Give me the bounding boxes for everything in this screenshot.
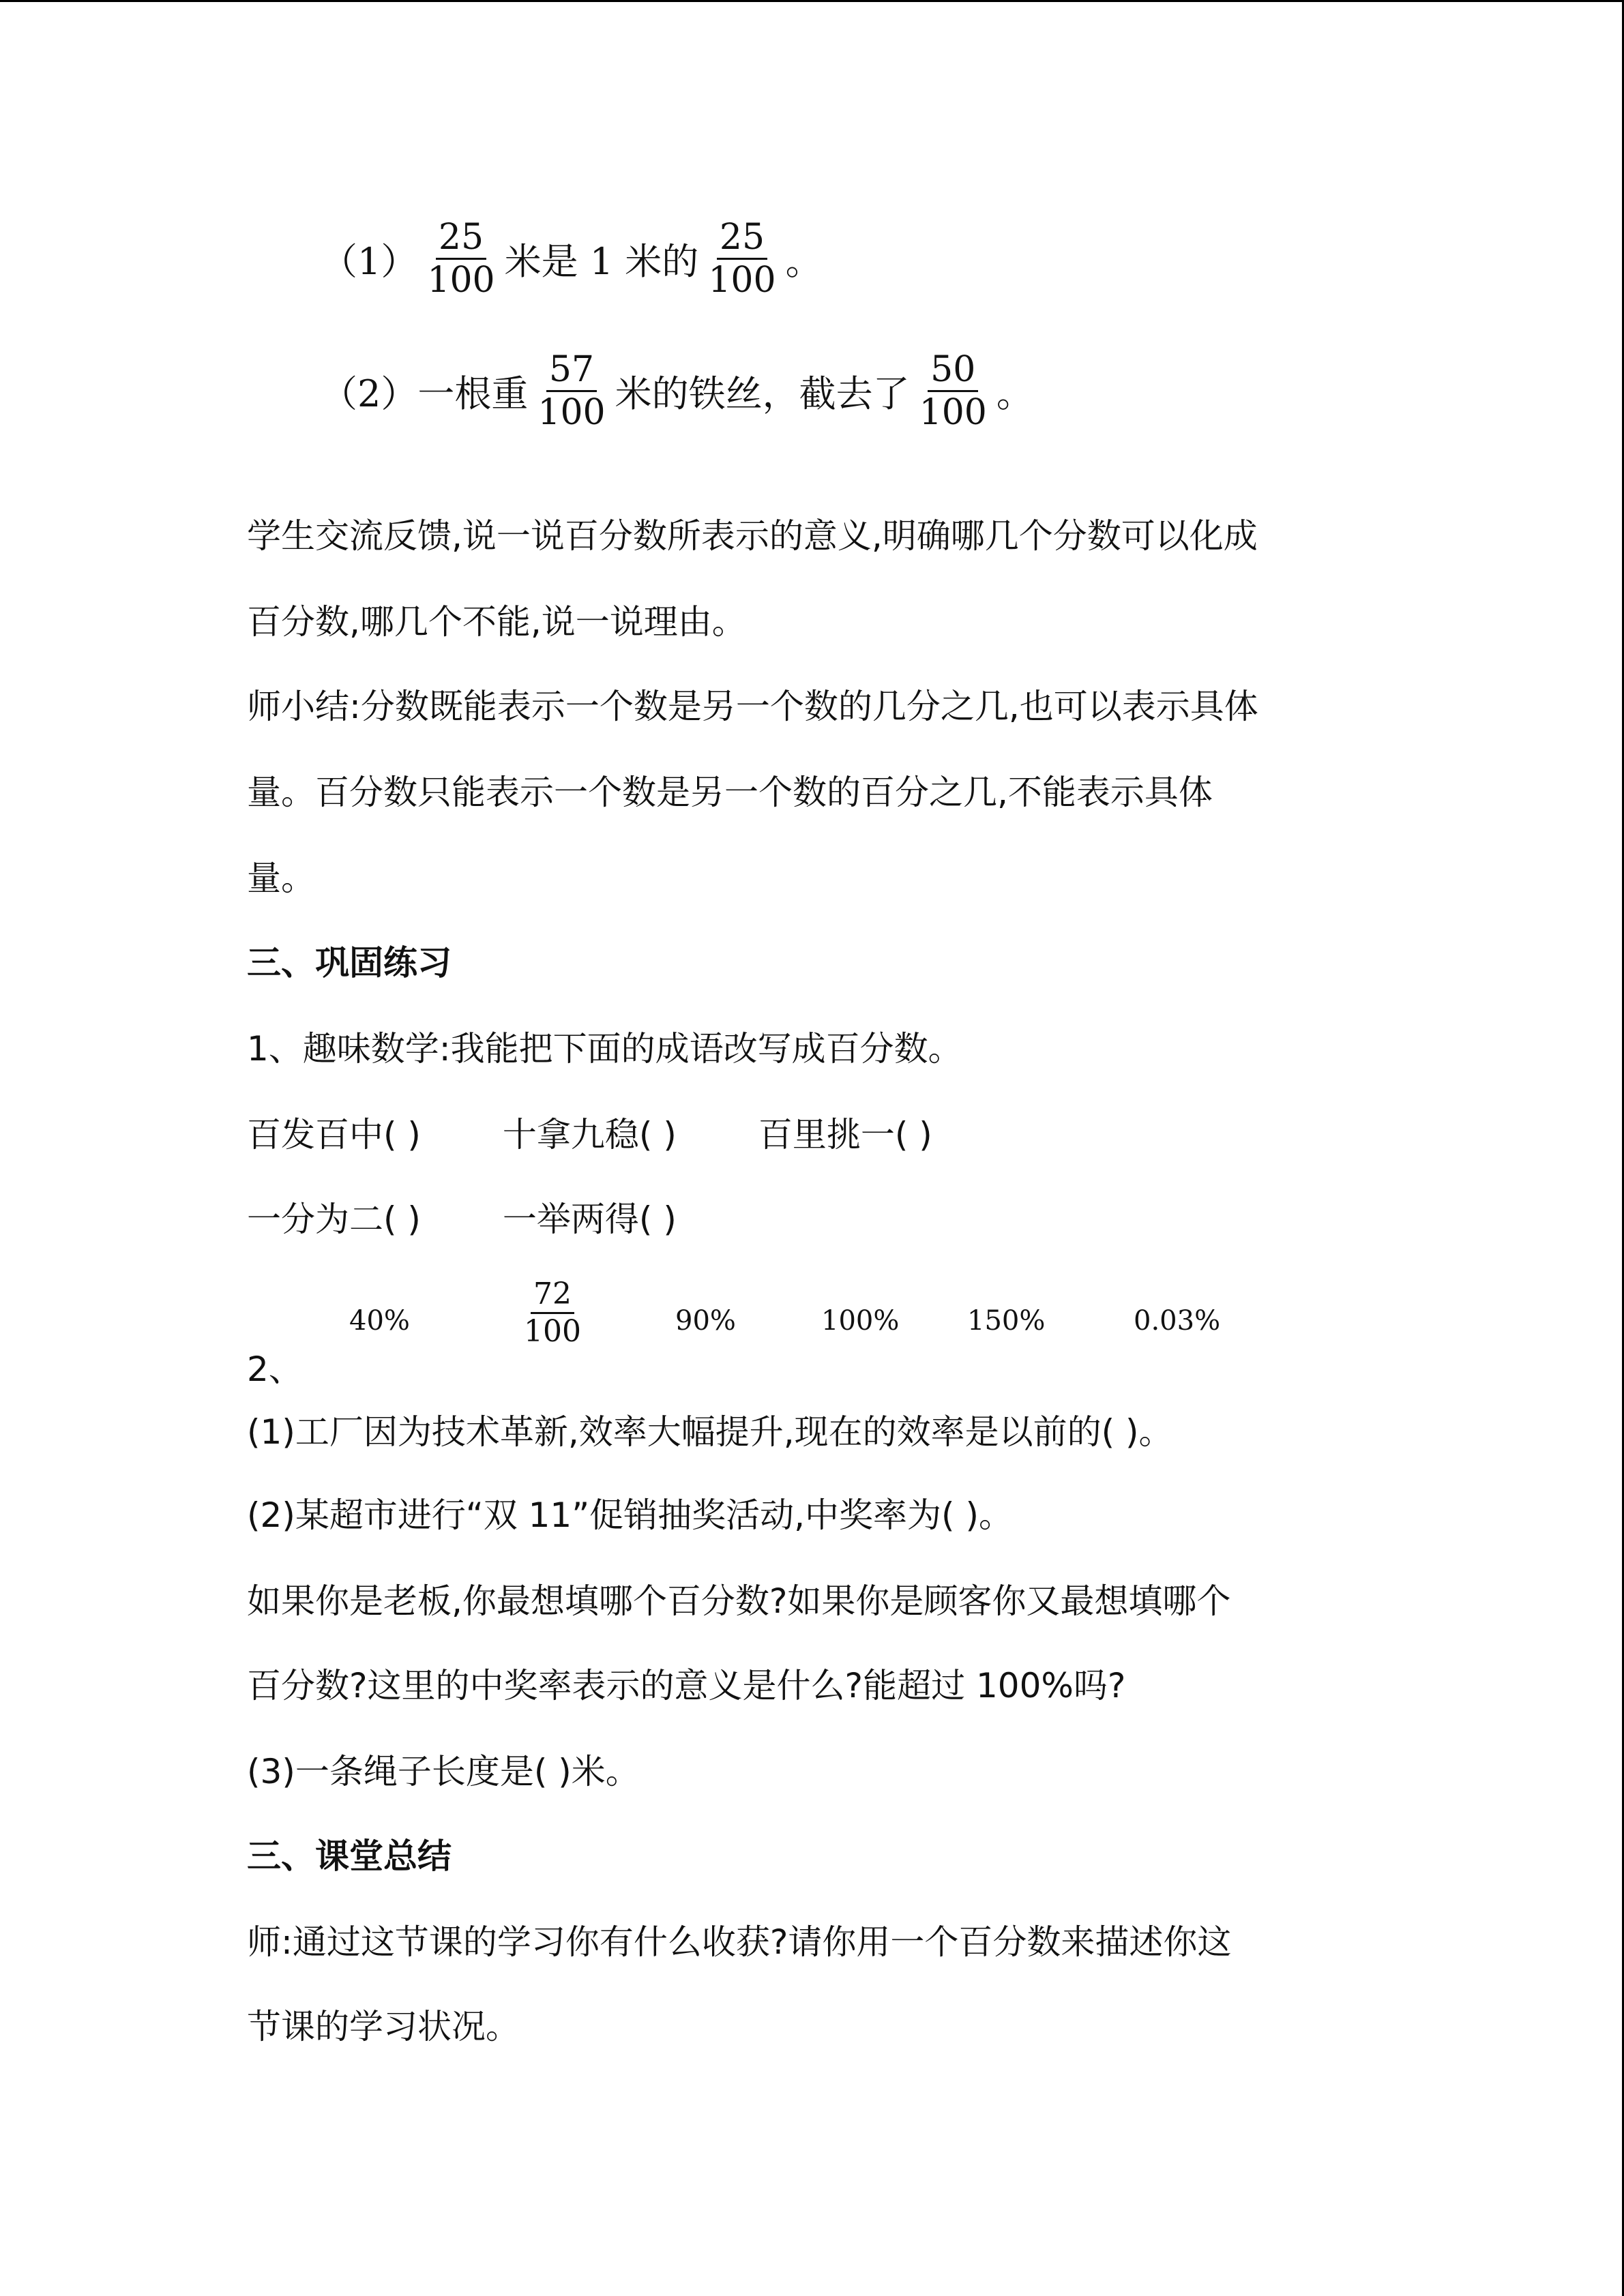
paragraph-line: 学生交流反馈,说一说百分数所表示的意义,明确哪几个分数可以化成 <box>247 516 1258 556</box>
fraction-denominator: 100 <box>537 392 606 433</box>
question-2-note: 百分数?这里的中奖率表示的意义是什么?能超过 100%吗? <box>247 1666 1126 1705</box>
paragraph-line: 量。 <box>247 859 315 898</box>
option-item: 0.03% <box>1134 1305 1221 1337</box>
page-top-border <box>0 0 1624 2</box>
idiom-item: 一分为二( ) <box>247 1199 421 1239</box>
fraction-numerator: 72 <box>531 1277 574 1314</box>
question-2-note: 如果你是老板,你最想填哪个百分数?如果你是顾客你又最想填哪个 <box>247 1581 1231 1621</box>
fraction-line-2 <box>321 349 1033 433</box>
line2-suffix: 。 <box>996 372 1033 415</box>
idiom-item: 一举两得( ) <box>502 1199 677 1239</box>
idiom-item: 百里挑一( ) <box>758 1115 932 1154</box>
fraction-denominator: 100 <box>427 260 495 301</box>
line2-middle: 米的铁丝，截去了 <box>615 372 910 415</box>
question-2-label: 2、 <box>247 1350 303 1389</box>
option-item: 100% <box>821 1305 900 1337</box>
paragraph-line: 师小结:分数既能表示一个数是另一个数的几分之几,也可以表示具体 <box>247 687 1258 726</box>
line2-prefix: （2）一根重 <box>321 372 529 415</box>
fraction-numerator: 25 <box>436 217 486 260</box>
option-item: 150% <box>967 1305 1046 1337</box>
option-item: 40% <box>349 1305 410 1337</box>
fraction-numerator: 50 <box>928 349 978 392</box>
fraction-50-100 <box>917 349 990 433</box>
fraction-denominator: 100 <box>708 260 776 301</box>
idioms-row-1 <box>247 1113 932 1157</box>
percent-options <box>247 1277 1270 1372</box>
fraction-25-100-b <box>705 217 778 301</box>
fraction-25-100-a <box>424 217 497 301</box>
question-2-2: (2)某超市进行“双 11”促销抽奖活动,中奖率为( )。 <box>247 1495 1013 1535</box>
fraction-numerator: 57 <box>546 349 597 392</box>
line1-suffix: 。 <box>785 240 823 283</box>
idiom-item: 十拿九稳( ) <box>502 1115 677 1154</box>
question-2-3: (3)一条绳子长度是( )米。 <box>247 1752 640 1791</box>
option-fraction <box>521 1277 584 1350</box>
line1-middle: 米是 1 米的 <box>504 240 699 283</box>
option-item: 90% <box>675 1305 736 1337</box>
paragraph-line: 百分数,哪几个不能,说一说理由。 <box>247 602 746 642</box>
section-heading-practice: 三、巩固练习 <box>247 943 452 983</box>
summary-line: 节课的学习状况。 <box>247 2007 520 2046</box>
fraction-57-100 <box>535 349 608 433</box>
fraction-denominator: 100 <box>919 392 987 433</box>
fraction-denominator: 100 <box>524 1314 581 1349</box>
fraction-line-1 <box>321 217 823 301</box>
idiom-item: 百发百中( ) <box>247 1115 421 1154</box>
paragraph-line: 量。百分数只能表示一个数是另一个数的百分之几,不能表示具体 <box>247 773 1213 812</box>
section-heading-summary: 三、课堂总结 <box>247 1836 452 1876</box>
summary-line: 师:通过这节课的学习你有什么收获?请你用一个百分数来描述你这 <box>247 1922 1232 1962</box>
idioms-row-2 <box>247 1197 677 1241</box>
question-2-1: (1)工厂因为技术革新,效率大幅提升,现在的效率是以前的( )。 <box>247 1412 1173 1452</box>
question-1: 1、趣味数学:我能把下面的成语改写成百分数。 <box>247 1029 962 1069</box>
line1-prefix: （1） <box>321 240 418 283</box>
fraction-numerator: 25 <box>717 217 767 260</box>
